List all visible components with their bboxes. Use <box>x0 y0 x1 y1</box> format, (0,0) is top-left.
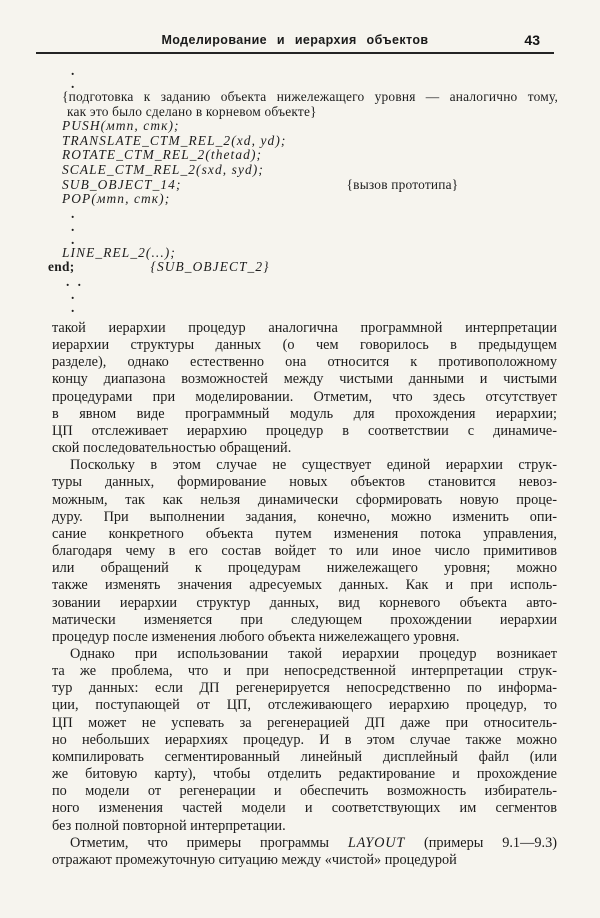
text-line: ЦП отслеживает иерархию процедур в соответствии с динамиче- <box>52 422 557 439</box>
text-line: процедурами при моделировании. Отметим, что здесь отсутствует <box>52 388 557 405</box>
code-segment: . <box>71 299 75 315</box>
code-segment: . <box>71 286 75 302</box>
code-line <box>62 64 558 77</box>
code-segment: как это было сделано в корневом объекте} <box>67 103 317 119</box>
code-segment: . <box>71 63 75 78</box>
text-line: такой иерархии процедур аналогична программной интерпретации <box>52 320 557 336</box>
page-header <box>36 32 554 54</box>
code-line <box>57 275 558 288</box>
text-line: ного изменения частей модели и соответствующих им сегментов <box>52 800 557 817</box>
code-segment: PUSH(мтп, стк); <box>62 118 180 134</box>
text-line: разделе), однако естественно она относится к противоположному <box>52 354 557 371</box>
code-line <box>62 105 558 120</box>
paragraph <box>52 835 557 869</box>
code-segment: TRANSLATE_CTM_REL_2(xd, yd); <box>62 132 287 148</box>
code-segment: . <box>71 205 75 221</box>
text-line: процедур после изменения любого объекта нижележащего уровня. <box>52 628 460 645</box>
code-line <box>62 192 558 207</box>
text-line: также изменять значения адресуемых данных. Как и при исполь- <box>52 577 557 594</box>
body-text <box>52 320 557 869</box>
text-line: или обращений к процедурам нижележащего уровня; можно <box>52 560 557 577</box>
text-line: благодаря чему в его состав войдет то или иное число примитивов <box>52 543 557 560</box>
text-line: ции, поступающей от ЦП, отслеживающего иерархию процедур, то <box>52 697 557 714</box>
code-segment: POP(мтп, стк); <box>62 191 171 207</box>
code-line <box>62 207 558 220</box>
text-line: Поскольку в этом случае не существует единой иерархии струк- <box>70 457 557 474</box>
text-line: же битовую карту), чтобы отделить редактирование и прохождение <box>52 766 557 783</box>
text-line: без полной повторной интерпретации. <box>52 817 286 834</box>
paragraph <box>52 646 557 835</box>
code-segment: SUB_OBJECT_14; <box>62 176 182 192</box>
code-line <box>48 260 558 275</box>
running-head-title: Моделирование и иерархия объектов <box>161 33 429 47</box>
text-line: сание конкретного объекта путем изменения потока управления, <box>52 525 557 542</box>
code-segment: . <box>77 273 82 289</box>
code-line <box>62 246 558 261</box>
code-segment: . <box>71 218 75 234</box>
text-line: иерархии структуры данных (о чем говорилось в предыдущем <box>52 337 557 354</box>
text-line: ЦП может не успевать за регенерацией ДП даже при относитель- <box>52 714 557 731</box>
text-line: ской последовательностью обращений. <box>52 440 292 457</box>
text-line: по модели от регенерации и обеспечить возможность избиратель- <box>52 783 557 800</box>
code-line <box>62 134 558 149</box>
text-line: Отметим, что примеры программы LAYOUT (примеры 9.1—9.3) <box>70 834 557 851</box>
code-line <box>62 148 558 163</box>
text-line: зовании иерархии структур данных, вид корневого объекта авто- <box>52 594 557 611</box>
text-line: в явном виде программный модуль для прохождения иерархии; <box>52 405 557 422</box>
code-segment: {подготовка к заданию объекта нижележащего уровня — аналогично тому, <box>62 89 558 104</box>
page-number: 43 <box>524 32 540 48</box>
code-segment: . <box>66 273 70 289</box>
text-line: та же проблема, что и при непосредственной интерпретации струк- <box>52 663 557 680</box>
code-line <box>62 90 558 105</box>
code-segment: {вызов прототипа} <box>346 176 459 192</box>
paragraph <box>52 457 557 646</box>
text-line: туры данных, формирование новых объектов становится невоз- <box>52 474 557 491</box>
text-line: Однако при использовании такой иерархии процедур возникает <box>70 645 557 662</box>
text-line: дуру. При выполнении задания, конечно, можно изменить опи- <box>52 508 557 525</box>
text-line: тур данных: если ДП регенерируется непосредственно по информа- <box>52 680 557 697</box>
code-line <box>62 301 558 314</box>
text-line: концу диапазона возможностей между чистыми данными и чистыми <box>52 371 557 388</box>
code-block <box>48 63 558 315</box>
text-line: компилировать сегментированный линейный дисплейный файл (или <box>52 748 557 765</box>
text-segment: LAYOUT <box>347 834 406 851</box>
code-segment: ROTATE_CTM_REL_2(thetad); <box>62 147 263 163</box>
paragraph <box>52 320 557 457</box>
code-segment: end; <box>48 259 75 275</box>
code-segment: SCALE_CTM_REL_2(sxd, syd); <box>62 161 264 177</box>
code-segment: . <box>71 76 75 91</box>
text-line: но небольших иерархиях процедур. И в этом случае также можно <box>52 731 557 748</box>
text-line: можным, так как нельзя динамически сформировать новую проце- <box>52 491 557 508</box>
code-line <box>62 288 558 301</box>
code-segment: . <box>71 231 75 247</box>
code-segment: {SUB_OBJECT_2} <box>150 259 270 275</box>
code-segment: LINE_REL_2(...); <box>62 244 176 260</box>
text-line: отражают промежуточную ситуацию между «чистой» процедурой <box>52 851 457 868</box>
code-line <box>62 178 558 193</box>
text-line: матически изменяется при следующем прохождении иерархии <box>52 611 557 628</box>
code-line <box>62 119 558 134</box>
code-line <box>62 220 558 233</box>
code-line <box>62 163 558 178</box>
